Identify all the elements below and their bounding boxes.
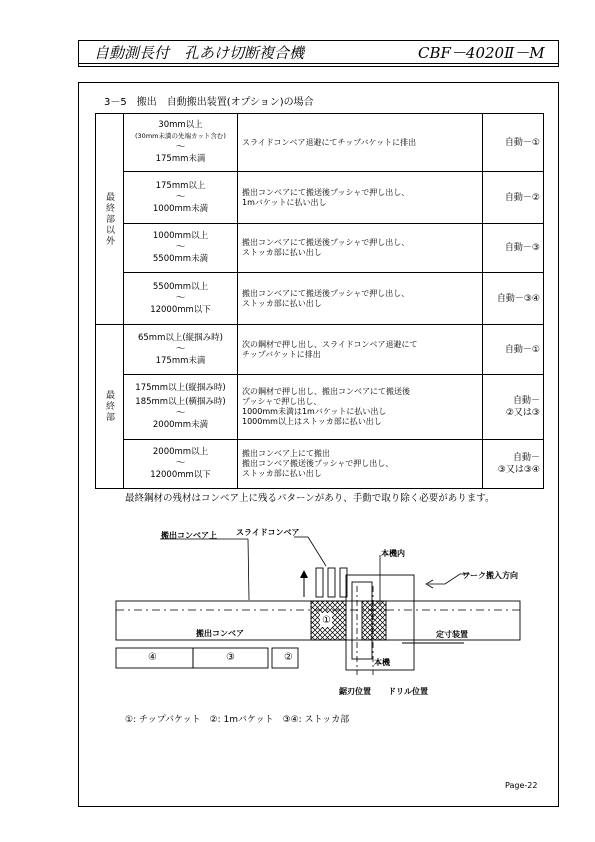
- mode-cell: 自動－②: [482, 172, 544, 223]
- length-range: 65mm以上(縦掴み時) ～ 175mm未満: [124, 325, 238, 374]
- slide-slat: [316, 568, 323, 597]
- mode-cell: 自動－①: [482, 325, 544, 374]
- discharge-description: 搬出コンベアにて搬送後プッシャで押し出し、 1mバケットに払い出し: [242, 187, 410, 207]
- box-label-4: ④: [148, 652, 157, 663]
- drill-hatch: [362, 601, 386, 640]
- header-right-border: [558, 40, 559, 66]
- table-row: [124, 273, 544, 325]
- box-label-3: ③: [226, 652, 235, 663]
- mode-cell: 自動－ ③又は③④: [482, 440, 544, 488]
- label-slide-conveyor: スライドコンベア: [236, 528, 300, 537]
- length-range: 2000mm以上 ～ 12000mm以下: [124, 440, 238, 488]
- label-machine-inside: 本機内: [381, 549, 405, 558]
- label-out-conveyor-top: 搬出コンベア上: [161, 531, 217, 540]
- table-row: [124, 325, 544, 375]
- label-saw-position: 鋸刃位置: [339, 687, 371, 696]
- label-out-conveyor: 搬出コンベア: [196, 629, 244, 638]
- discharge-description: 搬出コンベア上にて搬出 搬出コンベア搬送後プッシャで押し出し、 ストッカ部に払い出し: [242, 449, 394, 478]
- length-range: 30mm以上 (30mm未満の先端カット含む) ～ 175mm未満: [124, 114, 238, 171]
- label-fixed-device: 定寸装置: [436, 630, 468, 639]
- length-range: 175mm以上(縦掴み時) 185mm以上(横掴み時) ～ 2000mm未満: [124, 375, 238, 439]
- header-rule-thin: [78, 66, 559, 67]
- mode-cell: 自動－③: [482, 224, 544, 272]
- table-row: [124, 440, 544, 488]
- section-title: 3－5 搬出 自動搬出装置(オプション)の場合: [104, 97, 314, 108]
- page-number: Page-22: [505, 781, 538, 790]
- table-row: [124, 172, 544, 224]
- label-machine: 本機: [374, 658, 390, 667]
- conveyor-diagram: [100, 520, 550, 705]
- diagram-legend: ①: チップバケット ②: 1mバケット ③④: ストッカ部: [125, 715, 350, 725]
- discharge-description: 次の鋼材で押し出し、スライドコンベア退避にて チップバケットに排出: [242, 339, 418, 359]
- length-range: 175mm以上 ～ 1000mm未満: [124, 172, 238, 223]
- table-row: [124, 114, 544, 172]
- header-left-border: [78, 40, 79, 66]
- label-drill-position: ドリル位置: [388, 687, 428, 696]
- residual-note: 最終鋼材の残材はコンベア上に残るパターンがあり、手動で取り除く必要があります。: [125, 493, 495, 504]
- slide-slat: [328, 568, 335, 597]
- discharge-description: 次の鋼材で押し出し、搬出コンベアにて搬送後 プッシャで押し出し、 1000mm未満は1mバケットに払い出し 1000mm以上はストッカ部に払い出し: [242, 387, 410, 426]
- length-range: 5500mm以上 ～ 12000mm以下: [124, 273, 238, 324]
- group-cell-final: [96, 325, 124, 488]
- header-top-border: [78, 40, 559, 41]
- discharge-description: スライドコンベア退避にてチップバケットに排出: [242, 137, 417, 147]
- group-cell-non-final: [96, 114, 124, 325]
- group-label: 最終部: [104, 390, 114, 423]
- box-label-2: ②: [284, 652, 293, 663]
- group-label: 最終部以外: [104, 191, 114, 247]
- document-title: 自動測長付 孔あけ切断複合機: [94, 44, 305, 62]
- discharge-table: [95, 113, 544, 489]
- mode-cell: 自動－ ②又は③: [482, 375, 544, 439]
- discharge-description: 搬出コンベアにて搬送後プッシャで押し出し、 ストッカ部に払い出し: [242, 238, 410, 257]
- label-work-in-direction: ワーク搬入方向: [462, 571, 518, 580]
- box-label-1: ①: [322, 615, 331, 626]
- model-number: CBF－4020Ⅱ－M: [418, 44, 545, 62]
- up-arrow-head: [300, 570, 308, 578]
- discharge-description: 搬出コンベアにて搬送後プッシャで押し出し、 ストッカ部に払い出し: [242, 288, 410, 308]
- mode-cell: 自動－①: [482, 114, 544, 171]
- table-row: [124, 375, 544, 440]
- length-range: 1000mm以上 ～ 5500mm未満: [124, 224, 238, 272]
- header-rule: [78, 63, 559, 64]
- table-row: [124, 224, 544, 273]
- mode-cell: 自動－③④: [482, 273, 544, 324]
